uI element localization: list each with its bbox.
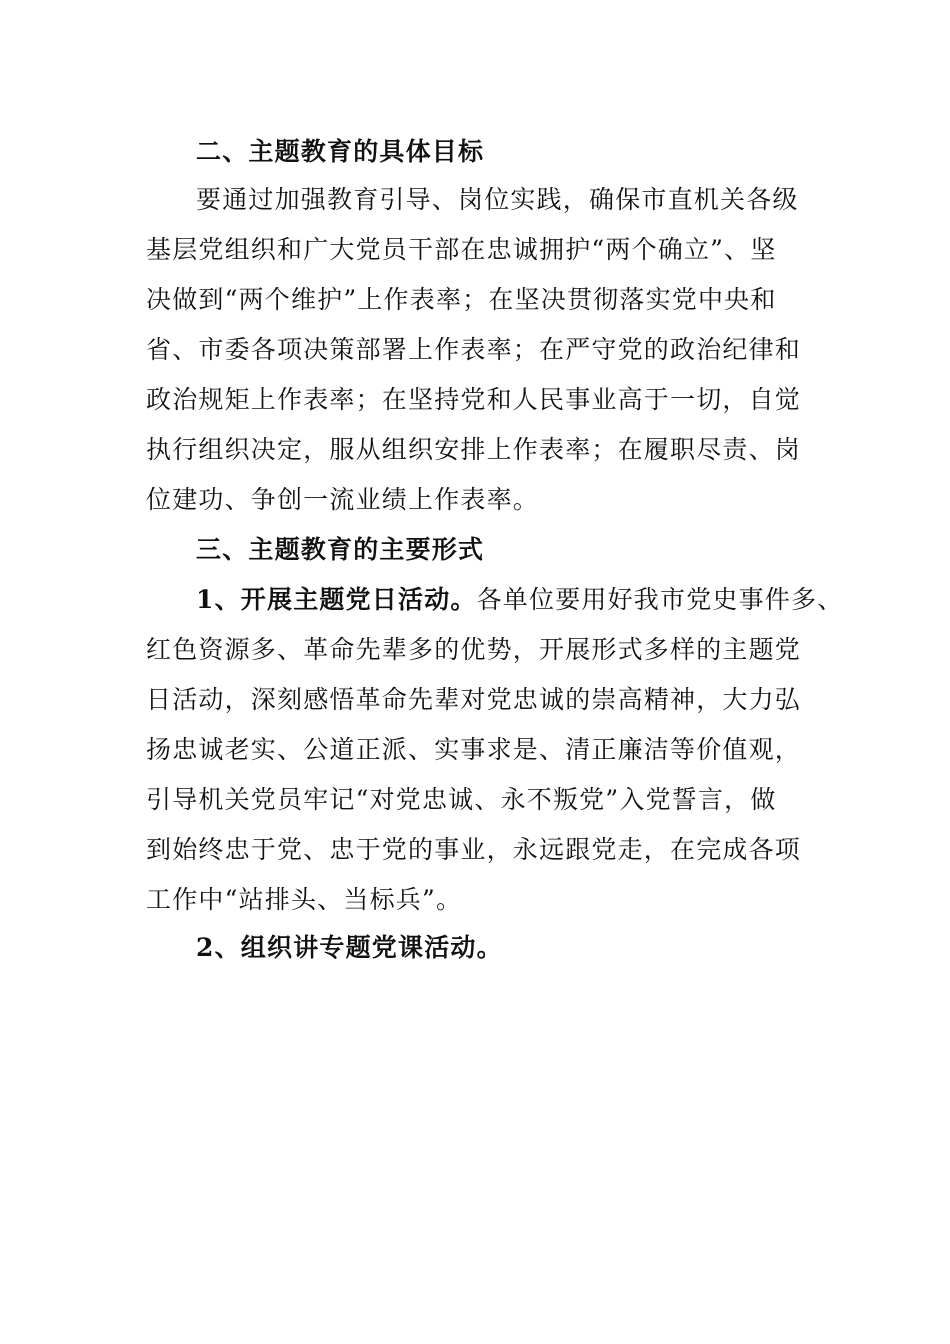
paragraph-line: 要通过加强教育引导、岗位实践，确保市直机关各级 bbox=[196, 185, 799, 214]
paragraph-line: 决做到“两个维护”上作表率；在坚决贯彻落实党中央和 bbox=[146, 285, 777, 314]
paragraph-line: 日活动，深刻感悟革命先辈对党忠诚的崇高精神，大力弘 bbox=[146, 685, 802, 714]
section-3-heading: 三、主题教育的主要形式 bbox=[196, 535, 485, 564]
paragraph-line: 政治规矩上作表率；在坚持党和人民事业高于一切，自觉 bbox=[146, 385, 802, 414]
section-2-heading: 二、主题教育的具体目标 bbox=[196, 137, 485, 166]
paragraph-line: 执行组织决定，服从组织安排上作表率；在履职尽责、岗 bbox=[146, 435, 802, 464]
paragraph-line: 到始终忠于党、忠于党的事业，永远跟党走，在完成各项 bbox=[146, 835, 802, 864]
item-1-title: 1、开展主题党日活动。 bbox=[196, 585, 477, 614]
paragraph-line: 工作中“站排头、当标兵”。 bbox=[146, 885, 463, 914]
item-1-first-line bbox=[196, 584, 843, 616]
paragraph-line: 位建功、争创一流业绩上作表率。 bbox=[146, 485, 540, 514]
paragraph-line: 引导机关党员牢记“对党忠诚、永不叛党”入党誓言，做 bbox=[146, 785, 777, 814]
paragraph-line: 基层党组织和广大党员干部在忠诚拥护“两个确立”、坚 bbox=[146, 235, 777, 264]
paragraph-line: 扬忠诚老实、公道正派、实事求是、清正廉洁等价值观， bbox=[146, 735, 802, 764]
paragraph-line: 红色资源多、革命先辈多的优势，开展形式多样的主题党 bbox=[146, 635, 802, 664]
item-1-first-line-text: 各单位要用好我市党史事件多、 bbox=[476, 585, 844, 614]
item-2-title: 2、组织讲专题党课活动。 bbox=[196, 933, 503, 962]
paragraph-line: 省、市委各项决策部署上作表率；在严守党的政治纪律和 bbox=[146, 335, 802, 364]
